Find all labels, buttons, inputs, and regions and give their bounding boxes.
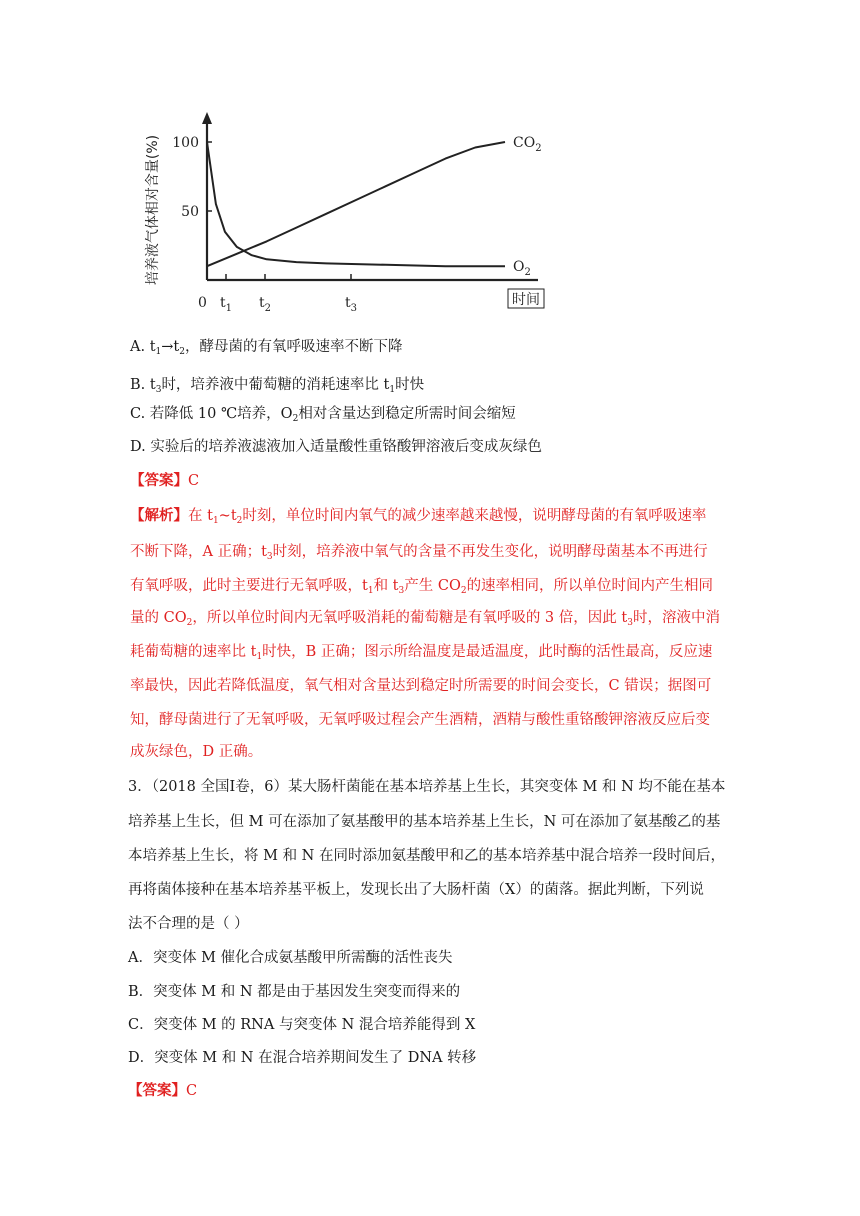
question-3-stem-line: 3．（2018 全国Ⅰ卷，6）某大肠杆菌能在基本培养基上生长，其突变体 M 和 N 均不能在基本 (128, 779, 726, 795)
gas-content-line-chart (140, 100, 550, 322)
question-3-stem-line: 法不合理的是（ ） (128, 916, 249, 932)
chart-labels (144, 135, 542, 314)
analysis-line: 率最快，因此若降低温度，氧气相对含量达到稳定时所需要的时间会变长，C 错误；据图可 (130, 678, 712, 694)
question-3-option: C．突变体 M 的 RNA 与突变体 N 混合培养能得到 X (128, 1017, 476, 1033)
y-tick-50: 50 (181, 204, 199, 220)
x-tick-label: $t_3$ (345, 295, 358, 314)
x-axis-label: 时间 (512, 292, 540, 308)
analysis-line: 耗葡萄糖的速率比 $t_1$时快，B 正确；图示所给温度是最适温度，此时酶的活性最高，反应速 (130, 644, 713, 662)
analysis-line: 量的 $CO_2$，所以单位时间内无氧呼吸消耗的葡萄糖是有氧呼吸的 3 倍，因此 $t_3$时，溶液中消 (130, 610, 720, 628)
question-3-option: A．突变体 M 催化合成氨基酸甲所需酶的活性丧失 (128, 950, 453, 966)
y-axis-label: 培养液气体相对含量(%) (145, 134, 161, 286)
x-tick-label: $t_1$ (220, 295, 233, 314)
option-c: C. 若降低 10 ℃培养，$O_2$相对含量达到稳定所需时间会缩短 (130, 406, 516, 424)
question-3-option: D．突变体 M 和 N 在混合培养期间发生了 DNA 转移 (128, 1050, 477, 1066)
series-line-co2 (207, 142, 505, 266)
answer-q3: 【答案】C (128, 1082, 198, 1099)
question-3-option: B．突变体 M 和 N 都是由于基因发生突变而得来的 (128, 984, 461, 1000)
y-tick-100: 100 (172, 135, 199, 151)
series-label-co2: $CO_2$ (513, 135, 542, 154)
answer-q2: 【答案】C (130, 472, 200, 489)
analysis-label: 【解析】 (130, 507, 188, 524)
series-label-o2: $O_2$ (513, 259, 531, 279)
analysis-line: 成灰绿色，D 正确。 (130, 744, 263, 760)
chart-series (207, 142, 505, 266)
origin-label: 0 (198, 295, 207, 311)
chart-axes (202, 112, 544, 308)
option-d: D. 实验后的培养液滤液加入适量酸性重铬酸钾溶液后变成灰绿色 (130, 439, 542, 455)
x-tick-label: $t_2$ (259, 295, 272, 314)
y-axis-arrow (202, 112, 212, 124)
analysis-line: 不断下降，A 正确；$t_3$时刻，培养液中氧气的含量不再发生变化，说明酵母菌基本不再进行 (130, 544, 708, 562)
option-a: A. $t_1\to t_2$，酵母菌的有氧呼吸速率不断下降 (130, 339, 403, 357)
question-3-stem-line: 培养基上生长，但 M 可在添加了氨基酸甲的基本培养基上生长，N 可在添加了氨基酸乙的基 (128, 814, 721, 830)
question-3-stem-line: 本培养基上生长，将 M 和 N 在同时添加氨基酸甲和乙的基本培养基中混合培养一段时间后， (128, 848, 725, 864)
analysis-line: 有氧呼吸，此时主要进行无氧呼吸，$t_1$和 $t_3$产生 $CO_2$的速率相同，所以单位时间内产生相同 (130, 578, 714, 596)
option-b: B. $t_3$时，培养液中葡萄糖的消耗速率比 $t_1$时快 (130, 377, 425, 395)
question-3-stem-line: 再将菌体接种在基本培养基平板上，发现长出了大肠杆菌（X）的菌落。据此判断，下列说 (128, 882, 704, 898)
analysis-line: 知，酵母菌进行了无氧呼吸，无氧呼吸过程会产生酒精，酒精与酸性重铬酸钾溶液反应后变 (130, 712, 710, 728)
analysis-line: 【解析】在 $t_1\sim t_2$时刻，单位时间内氧气的减少速率越来越慢，说明酵母菌的有氧呼吸速率 (130, 507, 707, 526)
